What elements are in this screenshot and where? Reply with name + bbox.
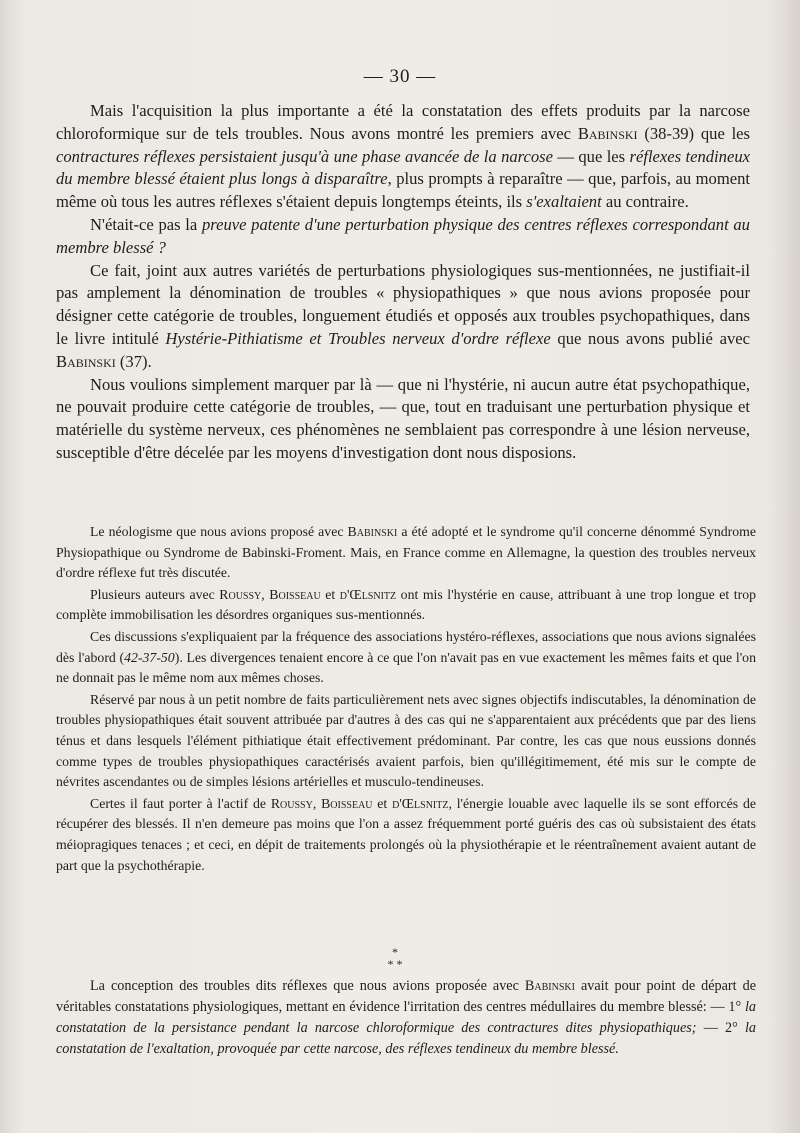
book-title: Hystérie-Pithiatisme et Troubles nerveux d'ordre réflexe (165, 328, 551, 348)
closing-paragraph: La conception des troubles dits réflexes que nous avions proposée avec Babinski avait pour point de départ de véritables constatations physiologiques, mettant en évidence l'irritation des centres médullaires du membre blessé: — 1° la constatation de la persistance pendant la narcose chloroformique des contractures dites physiopathiques; — 2° la constatation de l'exaltation, provoquée par cette narcose, des réflexes tendineux du membre blessé. (56, 978, 756, 1057)
small-paragraph-1: Le néologisme que nous avions proposé avec Babinski a été adopté et le syndrome qu'il concerne dénommé Syndrome Physiopathique ou Syndrome de Babinski-Froment. Mais, en France comme en Allemagne, la question des troubles nerveux d'ordre réflexe fut très discutée. (56, 524, 757, 581)
closing-section (56, 976, 756, 1060)
main-text (56, 100, 750, 465)
paragraph-2: N'était-ce pas la preuve patente d'une perturbation physique des centres réflexes correspondant au membre blessé ? (56, 214, 750, 257)
small-paragraph-2: Plusieurs auteurs avec Roussy, Boisseau et d'Œlsnitz ont mis l'hystérie en cause, attribuant à une trop longue et trop complète immobilisation les désordres organiques sus-mentionnés. (56, 586, 756, 623)
small-paragraph-3: Ces discussions s'expliquaient par la fréquence des associations hystéro-réflexes, associations que nous avions signalées dès l'abord (42-37-50). Les divergences tenaient encore à ce que l'on n'avait pas en vue exactement les mêmes faits et que l'on ne donnait pas le même nom aux mêmes choses. (56, 628, 756, 686)
page-number: — 30 — (363, 66, 437, 87)
paragraph-1: Mais l'acquisition la plus importante a été la constatation des effets produits par la narcose chloroformique sur de tels troubles. Nous avons montré les premiers avec Babinski (38-39) que les contractures réflexes persistaient jusqu'à une phase avancée de la narcose — que les réflexes tendineux du membre blessé étaient plus longs à disparaître, plus prompts à reparaître — que, parfois, au moment même où tous les autres réflexes s'étaient depuis longtemps éteints, ils s'exaltaient au contraire. (56, 101, 751, 212)
author-name: Babinski (56, 351, 116, 371)
paragraph-3: Ce fait, joint aux autres variétés de perturbations physiologiques sus-mentionnées, ne justifiait-il pas amplement la dénomination de troubles « physiopathiques » que nous avions proposée pour désigner cette catégorie de troubles, longuement étudiés et opposés aux troubles psychopathiques, dans le livre intitulé Hystérie-Pithiatisme et Troubles nerveux d'ordre réflexe que nous avons publié avec Babinski (37). (56, 260, 750, 371)
asterism-divider: * * * (387, 945, 403, 971)
small-paragraph-5: Certes il faut porter à l'actif de Roussy, Boisseau et d'Œlsnitz, l'énergie louable avec laquelle ils se sont efforcés de récupérer des blessés. Il n'en demeure pas moins que l'on a assez fréquemment porté guéris des cas où subsistaient des états méiopragiques tenaces ; et ceci, en dépit de traitements prolongés où la physiothérapie et le réentraînement avaient autant de part que la psychothérapie. (56, 795, 756, 873)
small-paragraph-4: Réservé par nous à un petit nombre de faits particulièrement nets avec signes objectifs indiscutables, la dénomination de troubles physiopathiques était souvent attribuée par d'autres à des cas qui ne s'apparentaient aux précédents que par des liens ténus et dans lesquels l'élément pithiatique était effectivement prédominant. Par contre, les cas que nous eussions donnés comme types de troubles physiopathiques caractérisés avaient parfois, bien qu'illégitimement, été mis sur le compte de névrites ascendantes ou de simples lésions artérielles et musculo-tendineuses. (56, 691, 756, 790)
author-name: Babinski (577, 123, 638, 143)
paragraph-4: Nous voulions simplement marquer par là — que ni l'hystérie, ni aucun autre état psychopathique, ne pouvait produire cette catégorie de troubles, — que, tout en traduisant une perturbation physique et matérielle du système nerveux, ces phénomènes ne semblaient pas correspondre à une lésion nerveuse, susceptible d'être décelée par les moyens d'investigation dont nous disposions. (56, 374, 750, 462)
small-print-section (56, 522, 756, 877)
